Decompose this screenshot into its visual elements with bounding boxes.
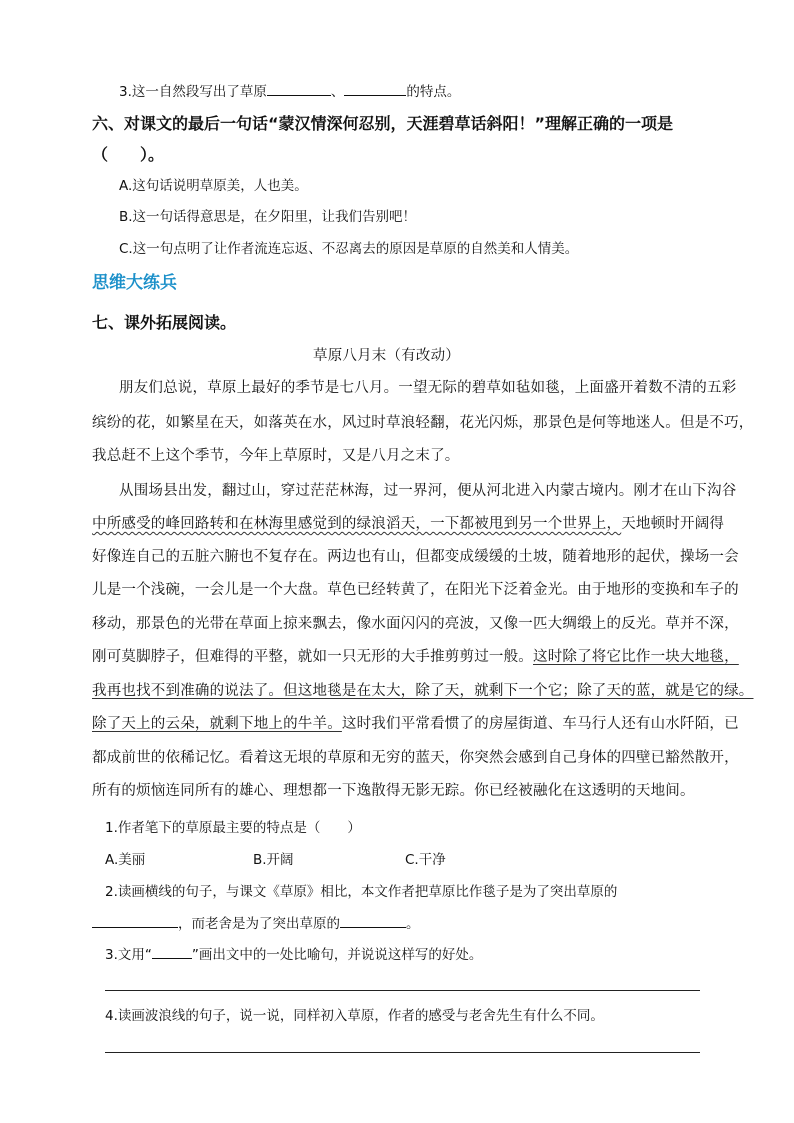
passage-p2-line2 (92, 514, 724, 534)
passage-p2-line6 (92, 647, 739, 667)
q6-option-c[interactable]: C.这一句点明了让作者流连忘返、不忍离去的原因是草原的自然美和人情美。 (119, 241, 579, 257)
passage-p2-line7 (92, 681, 754, 701)
passage-p2-line8 (92, 714, 739, 734)
q5-item3-pre: 3.这一自然段写出了草原 (119, 84, 267, 100)
q6-heading-line2: （ ）。 (92, 145, 165, 164)
q7-sub2-line2-mid: ，而老舍是为了突出草原的 (178, 916, 340, 932)
q7-heading: 七、课外拓展阅读。 (92, 313, 237, 332)
underlined-sentence: 我再也找不到准确的说法了。但这地毯是在太大，除了天，就剩下一个它；除了天的蓝，就是它的绿。 (92, 683, 754, 699)
q7-sub1-option-a[interactable]: A.美丽 (105, 852, 146, 868)
passage-p2-line6-pre: 刚可莫脚脖子，但难得的平整，就如一只无形的大手推剪剪过一般。 (92, 649, 533, 665)
passage-p1-line3: 我总赶不上这个季节，今年上草原时，又是八月之末了。 (92, 448, 460, 464)
q6-heading-line1: 六、对课文的最后一句话“蒙汉情深何忍别，天涯碧草话斜阳！”理解正确的一项是 (92, 114, 674, 133)
passage-p2-line4: 儿是一个浅碗，一会儿是一个大盘。草色已经转黄了，在阳光下泛着金光。由于地形的变换和车子的 (92, 582, 739, 598)
passage-p2-line2-rest: 天地顿时开阔得 (621, 516, 725, 532)
q7-sub4: 4.读画波浪线的句子，说一说，同样初入草原，作者的感受与老舍先生有什么不同。 (105, 1008, 604, 1024)
passage-p2-line1: 从围场县出发，翻过山，穿过茫茫林海，过一界河，便从河北进入内蒙古境内。刚才在山下沟谷 (119, 483, 737, 499)
q7-sub1-option-b[interactable]: B.开阔 (253, 852, 294, 868)
q7-sub1-option-c[interactable]: C.干净 (405, 852, 446, 868)
passage-title: 草原八月末（有改动） (313, 348, 460, 364)
q7-sub3-pre: 3.文用“ (105, 947, 152, 963)
answer-line[interactable] (105, 990, 700, 991)
answer-blank[interactable] (267, 81, 331, 96)
q7-sub2-line2 (92, 913, 420, 934)
passage-p2-line9: 都成前世的依稀记忆。看着这无垠的草原和无穷的蓝天，你突然会感到自己身体的四壁已豁然散开， (92, 750, 739, 766)
q7-sub1: 1.作者笔下的草原最主要的特点是（ ） (105, 820, 361, 836)
passage-p2-line10: 所有的烦恼连同所有的雄心、理想都一下逸散得无影无踪。你已经被融化在这透明的天地间。 (92, 783, 695, 799)
passage-p1-line2: 缤纷的花，如繁星在天，如落英在水，风过时草浪轻翻，花光闪烁，那景色是何等地迷人。但是不巧， (92, 415, 754, 431)
passage-p2-line3: 好像连自己的五脏六腑也不复存在。两边也有山，但都变成缓缓的土坡，随着地形的起伏，操场一会 (92, 549, 739, 565)
q5-item3 (119, 81, 460, 102)
q5-item3-mid: 、 (330, 84, 345, 100)
section-title: 思维大练兵 (92, 273, 177, 293)
passage-p2-line5: 移动，那景色的光带在草面上掠来飘去，像水面闪闪的亮波，又像一匹大绸缎上的反光。草并不深， (92, 616, 739, 632)
answer-blank[interactable] (344, 81, 406, 96)
q6-option-a[interactable]: A.这句话说明草原美，人也美。 (119, 178, 308, 194)
passage-p1-line1: 朋友们总说，草原上最好的季节是七八月。一望无际的碧草如毡如毯，上面盛开着数不清的五彩 (119, 380, 737, 396)
answer-line[interactable] (105, 1052, 700, 1053)
passage-p2-line8-rest: 这时我们平常看惯了的房屋街道、车马行人还有山水阡陌，已 (341, 716, 739, 732)
q7-sub2-line1: 2.读画横线的句子，与课文《草原》相比，本文作者把草原比作毯子是为了突出草原的 (105, 884, 618, 900)
wavy-underlined-sentence: 中所感受的峰回路转和在林海里感觉到的绿浪滔天，一下都被甩到另一个世界上， (92, 516, 622, 532)
underlined-sentence: 这时除了将它比作一块大地毯， (533, 649, 739, 665)
underlined-sentence: 除了天上的云朵，就剩下地上的牛羊。 (92, 716, 342, 732)
underline-mark-sample (152, 944, 192, 959)
q5-item3-post: 的特点。 (406, 84, 461, 100)
q7-sub2-line2-end: 。 (406, 916, 420, 932)
q7-sub3 (105, 944, 482, 965)
answer-blank[interactable] (92, 913, 178, 928)
q7-sub3-post: ”画出文中的一处比喻句，并说说这样写的好处。 (191, 947, 483, 963)
q6-option-b[interactable]: B.这一句话得意思是，在夕阳里，让我们告别吧！ (119, 209, 417, 225)
answer-blank[interactable] (340, 913, 406, 928)
